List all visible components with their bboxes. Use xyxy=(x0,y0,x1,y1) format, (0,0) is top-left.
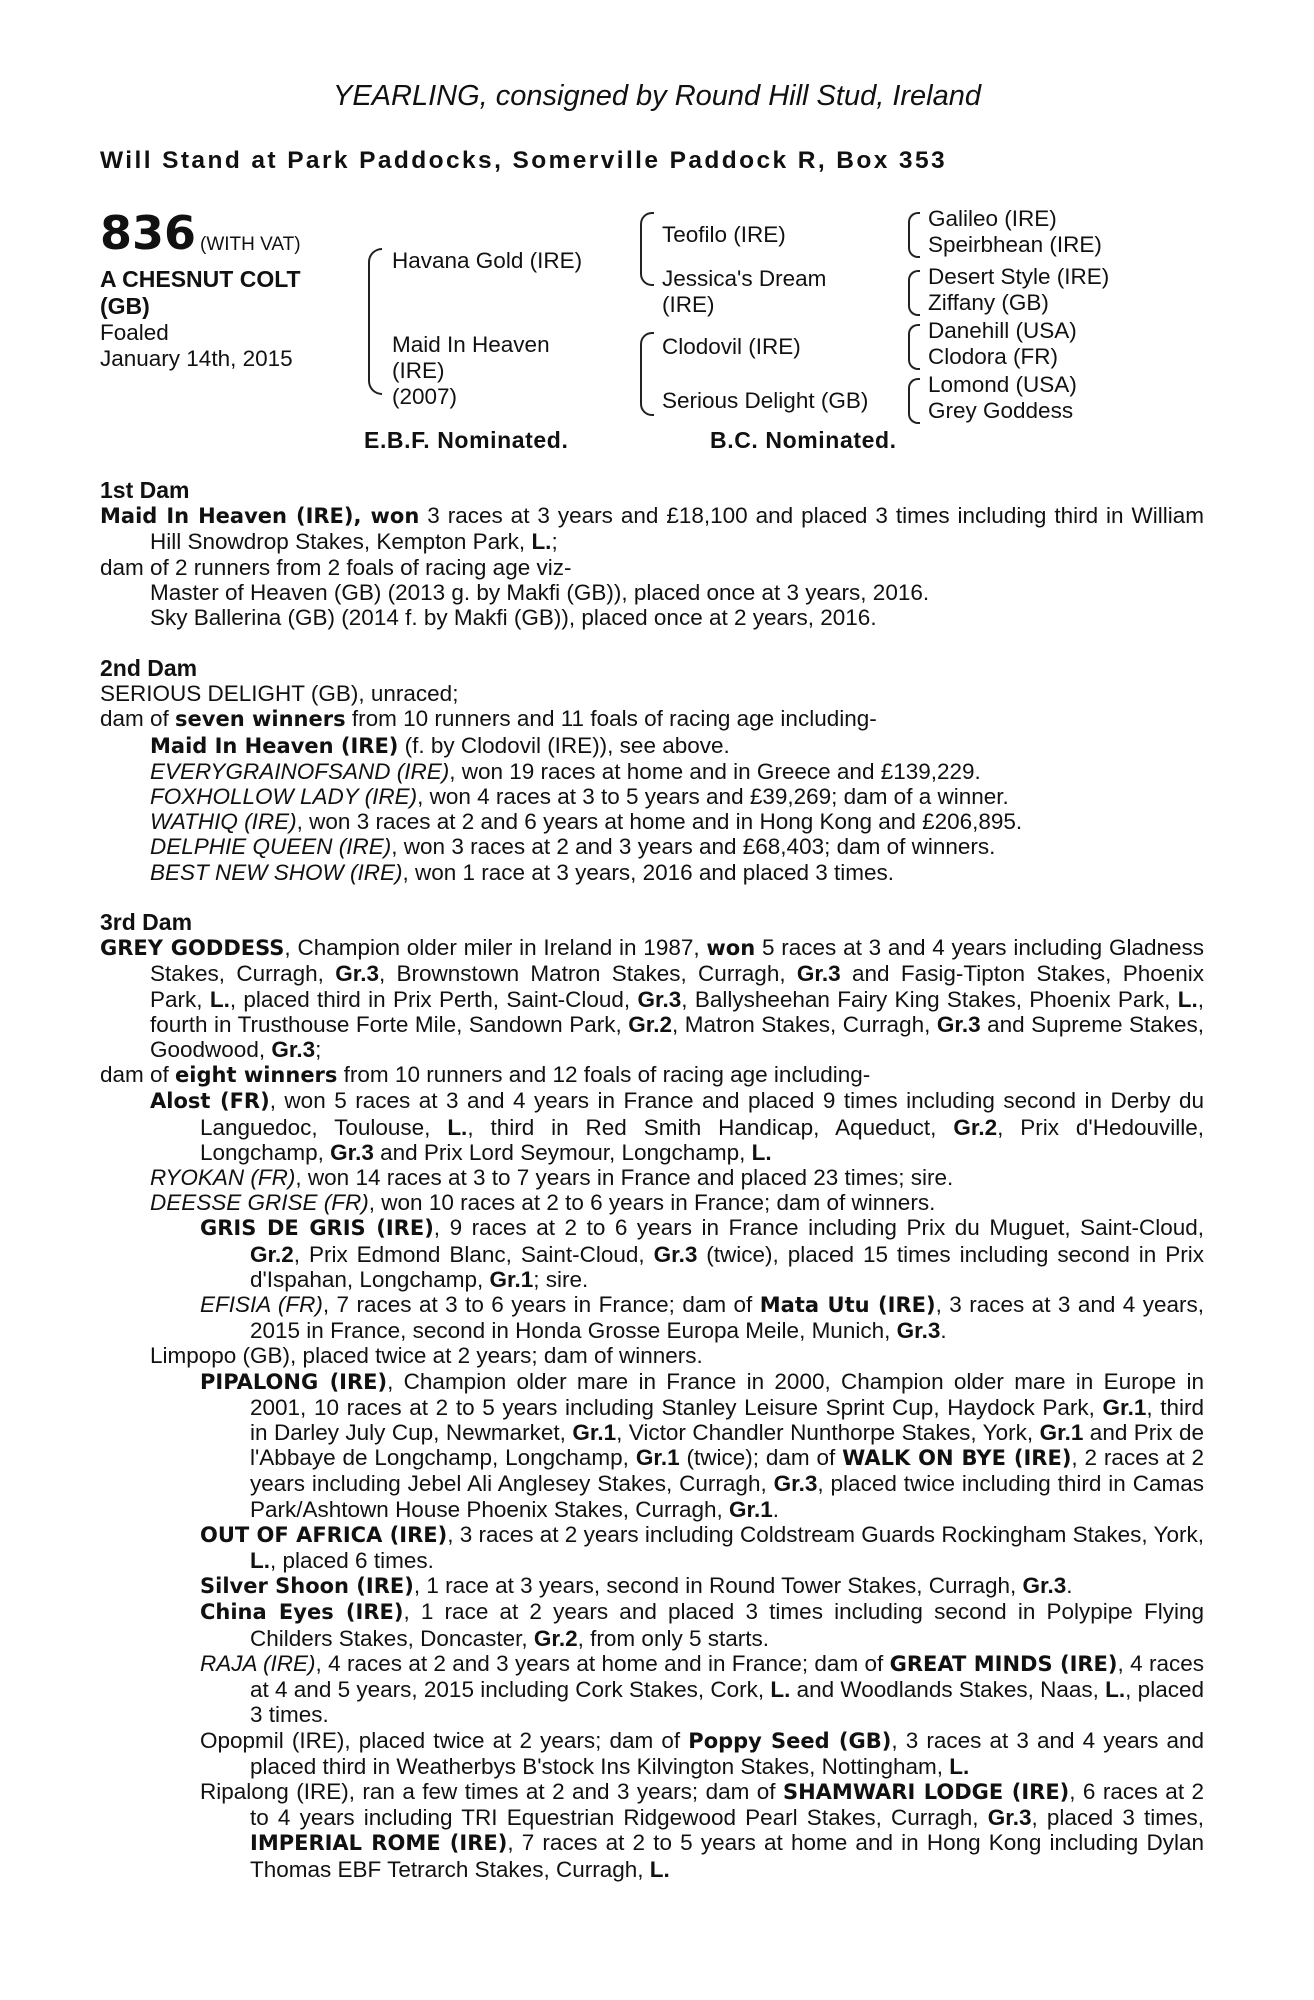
pedigree-brace-g2 xyxy=(908,270,920,316)
progeny-ryokan: RYOKAN (FR), won 14 races at 3 to 7 years in France and placed 23 times; sire. xyxy=(150,1165,954,1191)
pedigree-sds: Desert Style (IRE) xyxy=(928,264,1110,289)
pedigree-brace-g3 xyxy=(908,324,920,370)
foaled-date: January 14th, 2015 xyxy=(100,346,293,371)
progeny-ripalong: Ripalong (IRE), ran a few times at 2 and 3 years; dam of SHAMWARI LODGE (IRE), 6 races at 2 to 4 years including TRI Equestrian Ridgewood Pearl Stakes, Curragh, Gr.3, placed 3 times, IMPERIAL ROME (IRE), 7 races at 2 to 5 years at home and in Hong Kong including Dylan Thomas EBF Tetrarch Stakes, Curragh, L. xyxy=(200,1778,1205,1882)
stand-location: Will Stand at Park Paddocks, Somerville Paddock R, Box 353 xyxy=(100,147,948,174)
pedigree-dsd: Clodora (FR) xyxy=(928,344,1059,369)
pedigree-ds: Clodovil (IRE) xyxy=(662,334,801,359)
third-dam-section xyxy=(100,910,1204,1882)
progeny-china-eyes: China Eyes (IRE), 1 race at 2 years and placed 3 times including second in Polypipe Flying Childers Stakes, Doncaster, Gr.2, from only 5 starts. xyxy=(200,1599,1204,1651)
pedigree-dam-line-2: (IRE) xyxy=(392,358,445,383)
ebf-nominated: E.B.F. Nominated. xyxy=(364,427,569,453)
pedigree-ddd: Grey Goddess xyxy=(928,398,1074,423)
pedigree-ss: Teofilo (IRE) xyxy=(662,222,786,247)
pedigree-brace-main xyxy=(368,248,382,395)
second-dam-progeny-3: FOXHOLLOW LADY (IRE), won 4 races at 3 to 5 years and £39,269; dam of a winner. xyxy=(150,784,1009,810)
pedigree-dd: Serious Delight (GB) xyxy=(662,388,869,413)
second-dam-dam-of: dam of seven winners from 10 runners and 11 foals of racing age including- xyxy=(100,706,877,732)
pedigree-sdd: Ziffany (GB) xyxy=(928,290,1049,315)
pedigree-ssd: Speirbhean (IRE) xyxy=(928,232,1102,257)
vat-note: (WITH VAT) xyxy=(200,234,301,255)
pedigree-sire: Havana Gold (IRE) xyxy=(392,248,583,273)
progeny-silver-shoon: Silver Shoon (IRE), 1 race at 3 years, second in Round Tower Stakes, Curragh, Gr.3. xyxy=(200,1573,1073,1599)
pedigree-dss: Danehill (USA) xyxy=(928,318,1077,343)
progeny-limpopo: Limpopo (GB), placed twice at 2 years; dam of winners. xyxy=(150,1343,703,1369)
pedigree-sd-line-1: Jessica's Dream xyxy=(662,266,827,291)
second-dam-progeny-4: WATHIQ (IRE), won 3 races at 2 and 6 years at home and in Hong Kong and £206,895. xyxy=(150,809,1023,835)
second-dam-progeny-6: BEST NEW SHOW (IRE), won 1 race at 3 years, 2016 and placed 3 times. xyxy=(150,859,895,885)
bc-nominated: B.C. Nominated. xyxy=(710,427,897,453)
pedigree-dam-line-1: Maid In Heaven xyxy=(392,332,550,357)
foaled-label: Foaled xyxy=(100,320,169,345)
second-dam-progeny-1: Maid In Heaven (IRE) (f. by Clodovil (IRE)), see above. xyxy=(150,732,730,758)
third-dam-dam-of: dam of eight winners from 10 runners and 12 foals of racing age including- xyxy=(100,1062,871,1088)
first-dam-record: Maid In Heaven (IRE), won 3 races at 3 years and £18,100 and placed 3 times including third in William Hill Snowdrop Stakes, Kempton Park, L.; xyxy=(100,503,1204,555)
pedigree-brace-dam xyxy=(640,332,654,416)
third-dam-record: GREY GODDESS, Champion older miler in Ireland in 1987, won 5 races at 3 and 4 years including Gladness Stakes, Curragh, Gr.3, Brownstown Matron Stakes, Curragh, Gr.3 and Fasig-Tipton Stakes, Phoenix Park, L., placed third in Prix Perth, Saint-Cloud, Gr.3, Ballysheehan Fairy King Stakes, Phoenix Park, L., fourth in Trusthouse Forte Mile, Sandown Park, Gr.2, Matron Stakes, Curragh, Gr.3 and Supreme Stakes, Goodwood, Gr.3; xyxy=(100,935,1205,1063)
progeny-out-of-africa: OUT OF AFRICA (IRE), 3 races at 2 years including Coldstream Guards Rockingham Stakes, York, L., placed 6 times. xyxy=(200,1521,1204,1574)
progeny-gris-de-gris: GRIS DE GRIS (IRE), 9 races at 2 to 6 years in France including Prix du Muguet, Saint-Cloud, Gr.2, Prix Edmond Blanc, Saint-Cloud, Gr.3 (twice), placed 15 times including second in Prix d'Ispahan, Longchamp, Gr.1; sire. xyxy=(200,1215,1204,1292)
pedigree-brace-g4 xyxy=(908,378,920,424)
progeny-pipalong: PIPALONG (IRE), Champion older mare in France in 2000, Champion older mare in Europe in 2001, 10 races at 2 to 5 years including Stanley Leisure Sprint Cup, Haydock Park, Gr.1, third in Darley July Cup, Newmarket, Gr.1, Victor Chandler Nunthorpe Stakes, York, Gr.1 and Prix de l'Abbaye de Longchamp, Longchamp, Gr.1 (twice); dam of WALK ON BYE (IRE), 2 races at 2 years including Jebel Ali Anglesey Stakes, Curragh, Gr.3, placed twice including third in Camas Park/Ashtown House Phoenix Stakes, Curragh, Gr.1. xyxy=(200,1368,1205,1522)
lot-number: 836 xyxy=(100,206,197,260)
colt-description xyxy=(100,266,301,320)
progeny-alost: Alost (FR), won 5 races at 3 and 4 years in France and placed 9 times including second in Derby du Languedoc, Toulouse, L., third in Red Smith Handicap, Aqueduct, Gr.2, Prix d'Hedouville, Longchamp, Gr.3 and Prix Lord Seymour, Longchamp, L. xyxy=(150,1088,1205,1165)
pedigree-dam-line-3: (2007) xyxy=(392,384,458,409)
first-dam-progeny-2: Sky Ballerina (GB) (2014 f. by Makfi (GB)), placed once at 2 years, 2016. xyxy=(150,605,877,631)
first-dam-section xyxy=(100,478,1204,630)
third-dam-heading: 3rd Dam xyxy=(100,909,193,935)
pedigree-brace-sire xyxy=(640,212,654,286)
second-dam-heading: 2nd Dam xyxy=(100,655,198,681)
progeny-opopmil: Opopmil (IRE), placed twice at 2 years; dam of Poppy Seed (GB), 3 races at 3 and 4 years and placed third in Weatherbys B'stock Ins Kilvington Stakes, Nottingham, L. xyxy=(200,1727,1205,1779)
pedigree-sd-line-2: (IRE) xyxy=(662,292,715,317)
first-dam-dam-of: dam of 2 runners from 2 foals of racing age viz- xyxy=(100,554,572,580)
progeny-efisia: EFISIA (FR), 7 races at 3 to 6 years in France; dam of Mata Utu (IRE), 3 races at 3 and 4 years, 2015 in France, second in Honda Grosse Europa Meile, Munich, Gr.3. xyxy=(200,1292,1205,1344)
progeny-raja: RAJA (IRE), 4 races at 2 and 3 years at home and in France; dam of GREAT MINDS (IRE), 4 races at 4 and 5 years, 2015 including Cork Stakes, Cork, L. and Woodlands Stakes, Naas, L., placed 3 times. xyxy=(200,1650,1204,1728)
colt-line-2: (GB) xyxy=(100,293,150,319)
page-title: YEARLING, consigned by Round Hill Stud, Ireland xyxy=(332,80,981,112)
second-dam-progeny-2: EVERYGRAINOFSAND (IRE), won 19 races at home and in Greece and £139,229. xyxy=(150,758,981,784)
first-dam-heading: 1st Dam xyxy=(100,477,190,503)
second-dam-section xyxy=(100,656,1204,885)
second-dam-line: SERIOUS DELIGHT (GB), unraced; xyxy=(100,681,459,707)
pedigree-sss: Galileo (IRE) xyxy=(928,206,1057,231)
colt-line-1: A CHESNUT COLT xyxy=(100,266,301,292)
first-dam-progeny-1: Master of Heaven (GB) (2013 g. by Makfi (GB)), placed once at 3 years, 2016. xyxy=(150,579,930,605)
second-dam-progeny-5: DELPHIE QUEEN (IRE), won 3 races at 2 and 3 years and £68,403; dam of winners. xyxy=(150,834,996,860)
pedigree-brace-g1 xyxy=(908,212,920,258)
pedigree-dds: Lomond (USA) xyxy=(928,372,1077,397)
progeny-deesse-grise: DEESSE GRISE (FR), won 10 races at 2 to 6 years in France; dam of winners. xyxy=(150,1190,936,1216)
